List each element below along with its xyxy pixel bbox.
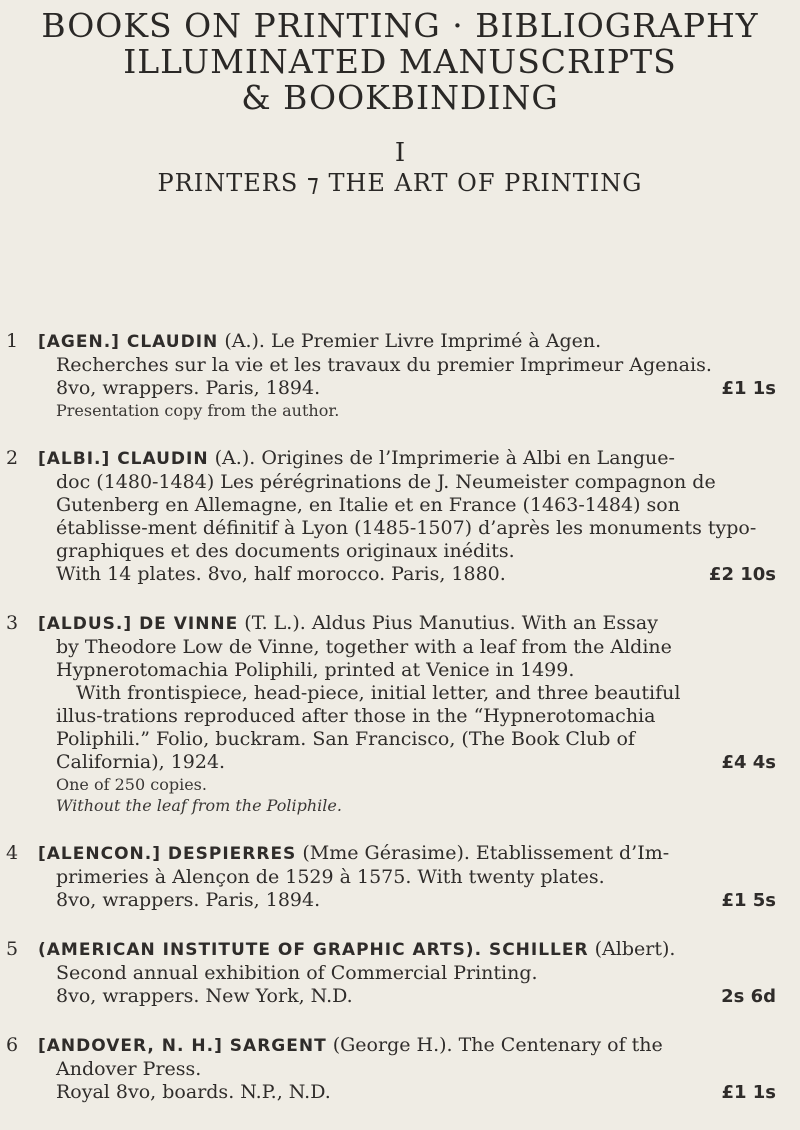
entry-price: £1 5s xyxy=(721,890,776,911)
entry-detail: 8vo, wrappers. Paris, 1894. xyxy=(56,377,321,399)
entry-text: (T. L.). Aldus Pius Manutius. With an Essay xyxy=(238,612,658,634)
entry-price: £1 1s xyxy=(721,378,776,399)
entry-detail-line xyxy=(38,889,776,912)
entry-detail-line xyxy=(38,1081,776,1104)
header-line-2: ILLUMINATED MANUSCRIPTS xyxy=(123,42,677,81)
entry-price: £1 1s xyxy=(721,1082,776,1103)
entry-detail: 8vo, wrappers. Paris, 1894. xyxy=(56,889,321,911)
entry-note-italic: Without the leaf from the Poliphile. xyxy=(56,796,342,815)
header-line-1: BOOKS ON PRINTING · BIBLIOGRAPHY xyxy=(41,6,759,45)
list-item xyxy=(0,938,800,1008)
entry-paragraph: With frontispiece, head-piece, initial letter, and three beautiful illus-trations reproduced after those in the “Hypnerotomachia Poliphili.” Folio, buckram. San Francisco, (The Book Club of California), 1924. xyxy=(56,682,681,773)
entry-heading: [AGEN.] CLAUDIN xyxy=(38,332,219,352)
header-line-3: & BOOKBINDING xyxy=(241,78,559,117)
entry-heading: [ANDOVER, N. H.] SARGENT xyxy=(38,1036,327,1056)
entry-note: One of 250 copies. xyxy=(56,775,207,794)
entry-first-line xyxy=(38,938,776,962)
entry-continuation: Andover Press. xyxy=(56,1058,202,1080)
catalogue-header xyxy=(0,8,800,116)
entry-number: 5 xyxy=(6,938,19,960)
entry-detail-line xyxy=(38,985,776,1008)
entry-text: (Mme Gérasime). Etablissement d’Im- xyxy=(296,842,670,864)
entry-continuation: by Theodore Low de Vinne, together with a leaf from the Aldine Hypnerotomachia Poliphili, printed at Venice in 1499. xyxy=(56,636,672,681)
entry-heading: [ALENCON.] DESPIERRES xyxy=(38,844,297,864)
entry-text: (A.). Le Premier Livre Imprimé à Agen. xyxy=(218,330,602,352)
entry-heading: [ALDUS.] DE VINNE xyxy=(38,614,239,634)
entry-first-line xyxy=(38,330,776,354)
entry-continuation: primeries à Alençon de 1529 à 1575. With twenty plates. xyxy=(56,866,605,888)
entry-text: (George H.). The Centenary of the xyxy=(326,1034,663,1056)
section-number: I xyxy=(394,138,406,168)
entry-number: 3 xyxy=(6,612,19,634)
entry-detail-line xyxy=(38,377,776,400)
entry-list xyxy=(0,330,800,1130)
entry-detail: 8vo, wrappers. New York, N.D. xyxy=(56,985,353,1007)
entry-first-line xyxy=(38,842,776,866)
entry-first-line xyxy=(38,1034,776,1058)
entry-number: 1 xyxy=(6,330,19,352)
entry-price: £4 4s xyxy=(721,752,776,773)
entry-first-line xyxy=(38,612,776,636)
list-item xyxy=(0,447,800,586)
list-item xyxy=(0,612,800,816)
section-title: PRINTERS ⁊ THE ART OF PRINTING xyxy=(157,169,643,197)
entry-continuation: doc (1480-1484) Les pérégrinations de J. Neumeister compagnon de Gutenberg en Allemagne, en Italie et en France (1463-1484) son établisse-ment définitif à Lyon (1485-1507) d’après les monuments typo-graphiques et des documents originaux inédits. xyxy=(56,471,757,562)
entry-number: 6 xyxy=(6,1034,19,1056)
entry-continuation: Second annual exhibition of Commercial Printing. xyxy=(56,962,538,984)
entry-heading: (AMERICAN INSTITUTE OF GRAPHIC ARTS). SCHILLER xyxy=(38,940,589,960)
entry-price: 2s 6d xyxy=(721,986,776,1007)
entry-detail-line xyxy=(38,682,776,774)
entry-note: Presentation copy from the author. xyxy=(56,401,340,420)
entry-text: (A.). Origines de l’Imprimerie à Albi en Langue- xyxy=(208,447,675,469)
list-item xyxy=(0,842,800,912)
entry-continuation: Recherches sur la vie et les travaux du premier Imprimeur Agenais. xyxy=(56,354,712,376)
entry-heading: [ALBI.] CLAUDIN xyxy=(38,449,209,469)
entry-number: 4 xyxy=(6,842,19,864)
entry-detail: Royal 8vo, boards. N.P., N.D. xyxy=(56,1081,331,1103)
list-item xyxy=(0,1034,800,1104)
entry-text: (Albert). xyxy=(588,938,676,960)
entry-detail-line xyxy=(38,563,776,586)
entry-number: 2 xyxy=(6,447,19,469)
entry-first-line xyxy=(38,447,776,471)
entry-price: £2 10s xyxy=(708,564,776,585)
list-item xyxy=(0,330,800,421)
entry-detail: With 14 plates. 8vo, half morocco. Paris, 1880. xyxy=(56,563,506,585)
